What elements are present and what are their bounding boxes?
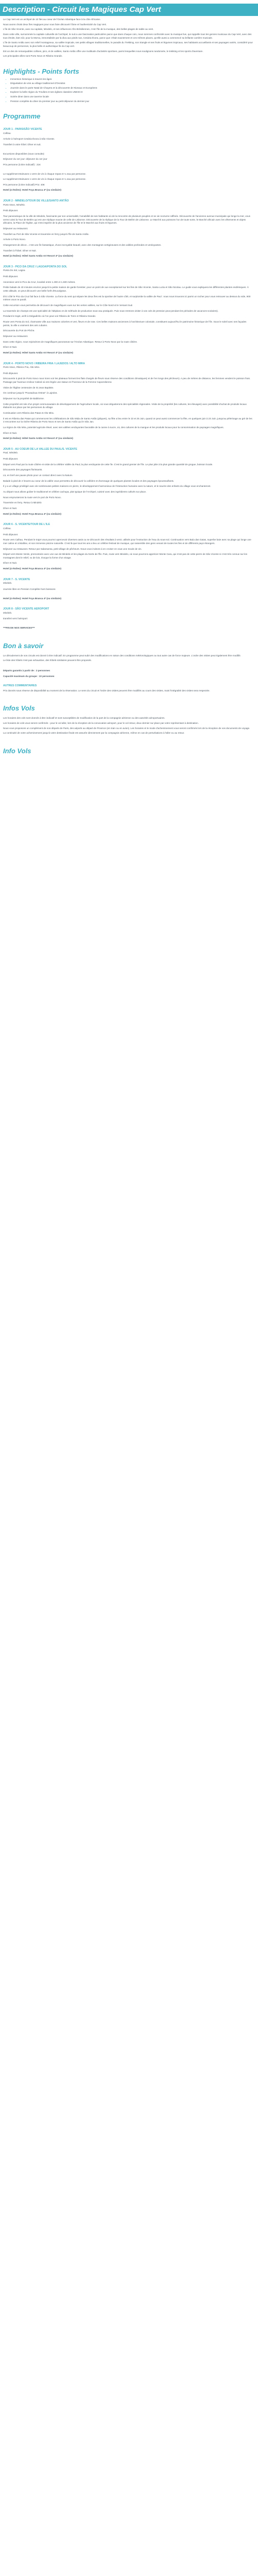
day-paragraph: Déjeuner au restaurant. Retour par Salamansa, petit village de pêcheurs. Nous vous invitons à en croiser en vous une moule de vin.: [3, 547, 142, 550]
day-paragraph: Prix personne (à titre indicatif) : 21€: [3, 163, 41, 166]
day-block: [3, 607, 253, 630]
description-content: [0, 16, 258, 756]
day-paragraph: Découverte du Port de Pêche.: [3, 329, 35, 332]
day-location: Mindelo.: [3, 611, 12, 614]
highlight-item: • Journée dans le parte Natal de Chayera et la découverte de Niveaux et Européens: [10, 87, 253, 90]
day-paragraph: Au départ nous allons goûter le traditionnel et célèbre cachupa, plat typique de l'Archipel, cuisiné avec des ingrédients cultivés sur place.: [3, 490, 147, 494]
day-paragraph: On continue jusqu'à "Pousadoua Ostras" à Lajedos.: [3, 392, 58, 395]
footer-info-vols-heading: Info Vols: [3, 747, 31, 755]
bon-a-savoir-heading: Bon à savoir: [3, 641, 44, 650]
day-block: [3, 265, 253, 355]
day-block: [3, 578, 253, 601]
day-paragraph: Nous emprunterons la route vers le port de Porto Novo.: [3, 496, 61, 499]
day-title: JOUR 3 - PICO DA CRUZ / LAGOA/PONTA DO SOL: [3, 265, 68, 268]
day-location: Calhau.: [3, 527, 11, 530]
day-paragraph: Petit déjeuner.: [3, 275, 19, 278]
day-paragraph: Cette excursion vous permettra de découvrir de magnifiques vues sur les vertes vallées, sur le Côte Nord et le Versant Sud.: [3, 304, 133, 307]
day-paragraph: Là, en bref une pause photo pour un contact direct avec la Nature.: [3, 474, 73, 477]
day-paragraph: Déjeuner du 1er jour: déjeuner du 1er jour: [3, 158, 47, 161]
day-hotel: Hotel (4 étoiles): Hotel Foya Branca 4* (ou similaire): [3, 189, 61, 192]
highlight-item: • Soirée diner dans une taverne locale: [10, 95, 253, 99]
autres-commentaires-heading: AUTRES COMMENTAIRES: [3, 684, 37, 688]
highlight-item: • Pension complète du diner du premier jour au petit déjeuner du dernier jour: [10, 100, 253, 104]
day-block: [3, 362, 253, 440]
day-paragraph: Continuation vers Ribeira das Patas et Alto Mira.: [3, 412, 54, 414]
day-paragraph: Transfert à votre hôtel. Dîner et nuit.: [3, 143, 41, 146]
intro-paragraph: L'île de São Vicente, avec sa capitale, Mindelo, et ses influences Afro-Brésiliennes, c'est l'île de la musique, des belles plages de sable au vent.: [3, 28, 154, 31]
day-paragraph: Balade à pied de 2 heures au coeur de la vallée vous permettra de découvrir la caféière et d'arrosage de quelques plantes locales et des paysages époustouflants.: [3, 479, 174, 482]
infos-vols-paragraph: La continuité de votre acheminement jusqu'à votre destination finale est assurée directement par la compagnie aérienne, même en cas de perturbations à l'aller ou au retour.: [3, 732, 185, 735]
day-block: [3, 448, 253, 516]
day-paragraph: La traversée de champs est une spécialité de l'altiplano et de méthode de production sous eau pratiquée. Puis nous rentrons visiter à vos cols de pression peut pendant les périodes de vacances scolaires).: [3, 309, 219, 312]
day-paragraph: Dîner et Nuit.: [3, 562, 18, 565]
intro-paragraph: Est un des de remarquables collines, pics, et de vallées, Santo Antão offre une multitude d'activités sportives, parmi lesquelles nous soulignons randonnée, le trekking et les sports d'aventure.: [3, 49, 203, 53]
intro-paragraph: Nous avons choisi deux îles magiques pour vous faire découvrir l'âme et l'authenticité du Cap Vert.: [3, 23, 107, 26]
day-paragraph: [3, 149, 253, 150]
day-hotel: Hotel (4 étoiles): Hôtel Santo Antão Art Resort 4* (ou similaire): [3, 437, 73, 440]
intro-paragraph: Dans cette ville, surnommée la capitale culturelle de l'archipel, le nuit a une fascination particulière parce que dans chaque coin, nous sommes confrontés avec la musique live, qui rappelle tous les genres musicaux du Cap-Vert, avec des tous étroits, bien sûr, pour la Morna, immortalisée par la diva aux pieds nus, Cesária Évora, parce que c'était exactement et ces mêmes places, qu'elle aussi a commencé sa brillante carrière musicale.: [3, 32, 252, 39]
day-paragraph: Arrivée à Porto Novo.: [3, 238, 26, 241]
day-paragraph: Le supplément Boisvans 1 verre de vin à chaque repas et ¼ eau par personne.: [3, 172, 86, 175]
day-paragraph: Transfert au Port de São Vicente et traversée en ferry jusqu'à l'île de Santo Antão.: [3, 232, 89, 235]
day-paragraph: Dîner et Nuit.: [3, 507, 18, 510]
day-location: Porto Novo, Ribeira Fria, Alto Mira.: [3, 366, 40, 369]
day-location: Calhau.: [3, 131, 11, 134]
day-hotel: Hotel (4 étoiles): Hotel Foya Branca 4* (ou similaire): [3, 567, 61, 570]
day-paragraph: [3, 623, 253, 624]
day-paragraph: Petit déjeuner.: [3, 371, 19, 375]
group-capacity: Capacité maximum du groupe : 10 personnes: [3, 674, 55, 677]
day-block: [3, 523, 253, 570]
day-paragraph: Visite de l'Église centenaire de St Jean Baptiste.: [3, 386, 54, 389]
day-paragraph: Arrivée à l'aéroport Cesária Évora à São Vicente.: [3, 138, 55, 141]
intro-paragraph: L'île de Santo Antão avec son relief montagneux, sa vallée tropicale, ses petits villages traditionnelles, le paradis du Trekking, son triangle et ses fruits et légumes tropicaux, ses habitants accueillants et ses paysages variés, considéré pour beaucoup de personnes, la plus belle et authentique île du Cap vert.: [3, 41, 253, 47]
day-paragraph: Petite balade de 40 minutes environ jusqu'à la petite maison de garde forestier, pour un point de vue exceptionnel sur les îles de São Vicente, Santa Luzia et São Nicolau. Le guide vous expliquera les différentes plantes endémiques. À cette altitude, on peut découvrir une belle forêt d'Eucalyptus.: [3, 286, 249, 293]
highlight-item: • Explorer la belle région du Trovães et ses églises classées UNESCO: [10, 91, 253, 94]
day-paragraph: Découverte des paysages florissants.: [3, 468, 43, 471]
day-paragraph: Petit déjeuner.: [3, 209, 19, 212]
day-block: [3, 128, 253, 192]
infos-vols-paragraph: Nous vous proposons un complément de nos départs de Paris, des aéports au départ de Province (en train ou en avion). Les horaires et le mode d'acheminement vous seront confirmés lors de la réception de vos documents de voyage.: [3, 726, 250, 730]
highlights-heading: Highlights - Points forts: [3, 67, 79, 75]
day-paragraph: Cette propriété est née d'un projet communautaire de développement de l'agriculture locale, où nous dégusterons des spécialités régionales. Visite de la propriété (les cultures, les élevages) avec possibilité d'achat de produits locaux élaborés sur place par les personnes du village.: [3, 402, 247, 409]
day-paragraph: Il y a un village privilégié avec de nombreuses petites maisons en pierre, le développement harmonieux de l'interaction humaine avec la nature, et le sourire des enfants du village vous enchanteront.: [3, 485, 211, 488]
intro-paragraph: Le Cap Vert est un archipel de 10 îles au coeur de l'Océan Atlantique face à la côte Africaine.: [3, 18, 101, 21]
page-title: Description - Circuit les Magiques Cap Vert: [3, 5, 162, 14]
infos-vols-heading: Infos Vols: [3, 704, 35, 713]
day-paragraph: Traversée en ferry. Retour à Mindelo: [3, 501, 42, 504]
day-title: JOUR 7 - S. VICENTE: [3, 578, 30, 581]
page: [0, 4, 258, 756]
highlights-list: [3, 78, 253, 104]
highlight-item: • Dégustation de vins au village traditionnel d'Ovnidos: [10, 82, 253, 86]
day-location: Porto Novo, Mindelo.: [3, 203, 25, 206]
day-paragraph: Journée libre en Pension Complète hors boissons: [3, 587, 56, 590]
highlight-item: • Immersion historique à travers les âges: [10, 78, 253, 81]
day-title: JOUR 4 - PORTO NOVO / RIBEIRA FRIA / LAJEDOS / ALTO MIRA: [3, 362, 85, 365]
day-paragraph: [3, 594, 253, 595]
page-title-banner: [0, 4, 258, 16]
bon-paragraph: Le déroulement de nos circuits est donné à titre indicatif. En programme peut subir des modifications en raison des conditions météorologiques ou tout autre cas de force majeure. L'ordre des visites peut également être modifié.: [3, 654, 241, 657]
day-paragraph: Découverte à pied de Porto Novo nous trons voir les plateaux forment les flats chargés de fleurs sous réserve des conditions climatiques) et de l'en longs des pêcheurs). A peu de mètres de distance, les femmes vendent le poisson frais. Passage par l'avenue Amilcar Cabral où est érigée une statue en l'honneur de la Femme Capverdienne.: [3, 377, 251, 384]
day-paragraph: D'ici côté le Pico da Cruz fait face à São Vicente. La force du vent qui sépare les deux îles est la sportive de l'autre côté, et surplombe la vallée de Paul : nous nous trouvons ici parmi un rocher pour vous retrouver au dessus du vide, 900 mètres vous ne paraît.: [3, 295, 251, 301]
day-location: Paul, Mindelo.: [3, 451, 19, 454]
bon-paragraph: Le liste des hôtels n'est pas exhaustive, des hôtels similaires peuvent être proposés.: [3, 659, 92, 662]
day-paragraph: Déjeuner au restaurant.: [3, 227, 28, 230]
day-location: Ponta Do Sol, Lagoa.: [3, 269, 26, 272]
day-paragraph: Changement de décor... c'est une île fantastique, d'une incroyable beauté, avec des montagnes vertigineuses et des vallées profondes et verdoyantes.: [3, 243, 162, 246]
intro-paragraph: Les principales villes sont Porto Novo et Ribeira Grande.: [3, 55, 63, 58]
day-paragraph: Route vers Ponta do Sol, charmante ville aux maisons colorées et vert, fleurs et de rose. Ces belles maisons anciennes à l'architecture coloniale, constituent aujourd'hui le patrimoine historique de l'île. Sous le soleil avec ses façades peints, la ville a vraiment des airs cubains.: [3, 320, 247, 327]
day-hotel: Hotel (4 étoiles): Hotel Foya Branca 4* (ou similaire): [3, 512, 61, 515]
infos-vols-paragraph: Les horaires de vols vous seront confirmés - pour le vol aller, lors de la réception de la convocation aéroport, pour le vol retour, deux dernier sur place par votre représentant à destination.: [3, 721, 199, 724]
day-block: [3, 199, 253, 258]
day-paragraph: La région de Alto Mira, potentiel agricole élevé, avec ses vallées verdoyantes favorable de la canne à sucre, où, des cultures de la mangue et les produits locaux pour la consommation de paysages magnifiques.: [3, 426, 224, 429]
day-paragraph: Départ vers Paul par la route côtière et visite de la célèbre Vallée du Paul, la plus verdoyante de cette île. C'est le grand grenier de l'île. Le plus jolie à la plus grande quantité de grogue, boisson locale.: [3, 463, 213, 466]
day-paragraph: Déjeuner sur la propriété de Babilonne.: [3, 397, 44, 400]
day-paragraph: Déjeuner au restaurant.: [3, 334, 28, 337]
day-paragraph: Prix personne (à titre indicatif) Prix: 40€: [3, 183, 45, 186]
day-paragraph: Petit déjeuner.: [3, 533, 19, 536]
day-hotel: Hotel (4 étoiles): Hôtel Santo Antão Art Resort 4* (ou similaire): [3, 255, 73, 258]
day-title: JOUR 2 - MINDELO/TOUR DE VILLE/SANTO ANTÃO: [3, 199, 69, 203]
day-paragraph: ***FIN DE NOS SERVICES***: [3, 626, 35, 630]
day-hotel: Hotel (4 étoiles): Hôtel Santo Antão Art Resort 4* (ou similaire): [3, 351, 73, 354]
day-title: JOUR 6 - S. VICENTE/TOUR DE L'ILE: [3, 523, 50, 527]
day-paragraph: transfert vers l'aéroport: [3, 617, 28, 620]
infos-vols-paragraph: Les horaires des vols sont donnés à titre indicatif et sont susceptibles de modification de la part de la compagnie aérienne ou des autorités aéroportuaires.: [3, 717, 165, 720]
day-paragraph: Dîner et Nuit.: [3, 346, 18, 349]
programme-heading: Programme: [3, 112, 41, 121]
intro-section: [3, 18, 253, 58]
day-paragraph: Pendant le trajet, arrêt à Delgadinho où l'on peut voir Ribeira de Torre et Ribeira Grande.: [3, 315, 96, 318]
day-paragraph: Hotel (4 étoiles): Hotel Foya Branca 4* (ou similaire): [3, 597, 61, 600]
day-paragraph: Transfert à l'hôtel. Dîner et Nuit.: [3, 249, 37, 252]
day-paragraph: Il est en Ribeira das Patas qui commencent les célébrations de São Mida de Santo Antão (pâques), sa fête a lieu entre le 23 et 25 Juin, quand on peut aussi commencer la fête, en quelques juin à 23 Juin, jusqu'au pélerinage au gré de les 3 rencontres sur la rivière Ribeira de Porto Novo et ses de Santo Antão qui le São Jan.: [3, 417, 252, 423]
day-paragraph: Dans cette région, nous rejoindrons de magnifiques panoramas sur l'Océan Atlantique. Retour à Porto Novo par la route côtière.: [3, 340, 138, 343]
day-location: Mindelo.: [3, 582, 12, 585]
day-title: JOUR 8 - SÃO VICENTE AEROPORT: [3, 607, 50, 611]
day-paragraph: Tour panoramique de la ville de Mindelo, fascinante par son universalité, l'amabilité de ses habitants où de la rencontre de plusieurs peuples et se vie nocturne raffinée. Découverte de l'ancienne avenue municipale qui longe la mer, vous verrez ainsi la Tour de Belém qui est une réplique exacte de celle de Lisbonne. Découverte de la réplique de la Tour de Belém de Lisbonne. Le Marché aux poissons l'un de toute sorte, le Marché africain avec les vêtements et objets africains, la Place de l'église, qui s'est inspirée de la plus ancienne de l'île et le Marché aux fruits et légumes.: [3, 214, 250, 225]
autres-commentaires-text: Prix donnés sous réserve de disponibilité au moment de la réservation. Le sens du circuit et l'ordre des visites peuvent être modifiés au cours des visites, mais l'intégralité des visites sera respectée.: [3, 689, 210, 692]
day-title: JOUR 5 - AU COEUR DE LA VALLEE DU PAUL/S. VICENTE: [3, 447, 77, 451]
depart-garanti: Départs garantis à partir de : 2 personnes: [3, 669, 50, 672]
day-paragraph: Dîner et Nuit.: [3, 431, 18, 434]
day-paragraph: Petit déjeuner.: [3, 457, 19, 461]
day-paragraph: Ascension vers le Pico da Cruz, localisé entre 1.300 et 1.600 mètres.: [3, 280, 76, 283]
day-paragraph: Route vers Calhau. Pendant le trajet vous pourrez apercevoir diverses oasis ou se découvrir des résultats à venir, utilisés pour l'extraction de l'eau du sous-sol. Continuation vers Baía das Gatas, superbe baie avec sa plage qui longe une mer calme et cristalline, et son immense piscine naturelle. C'est là que tous les ans a lieu un célèbre festival de musique, qui rassemble des gens venant de toutes les îles et de différents pays étrangers.: [3, 538, 251, 545]
day-title: JOUR 1 - PARIS/SÃO VICENTE: [3, 128, 42, 131]
day-paragraph: Départ vers Monte Verde, promontoire avec une vue de Mindelo et les plages du Norte de l'Île. Puis, route vers Mindelo, où nous pourrons apprécier Monte Cara, qui n'est pas de cette pierre de São Vicente si c'est très connue sur les montagnes dont le relief, vu de loin, évoque la forme d'un visage.: [3, 553, 248, 559]
day-paragraph: Le supplément Boisvans 1 verre de vin à chaque repas et ¼ eau par personne.: [3, 178, 86, 181]
day-paragraph: Excursions disponibles (sous consulte):: [3, 152, 45, 155]
programme-days: [3, 128, 253, 630]
day-paragraph: [3, 169, 253, 171]
